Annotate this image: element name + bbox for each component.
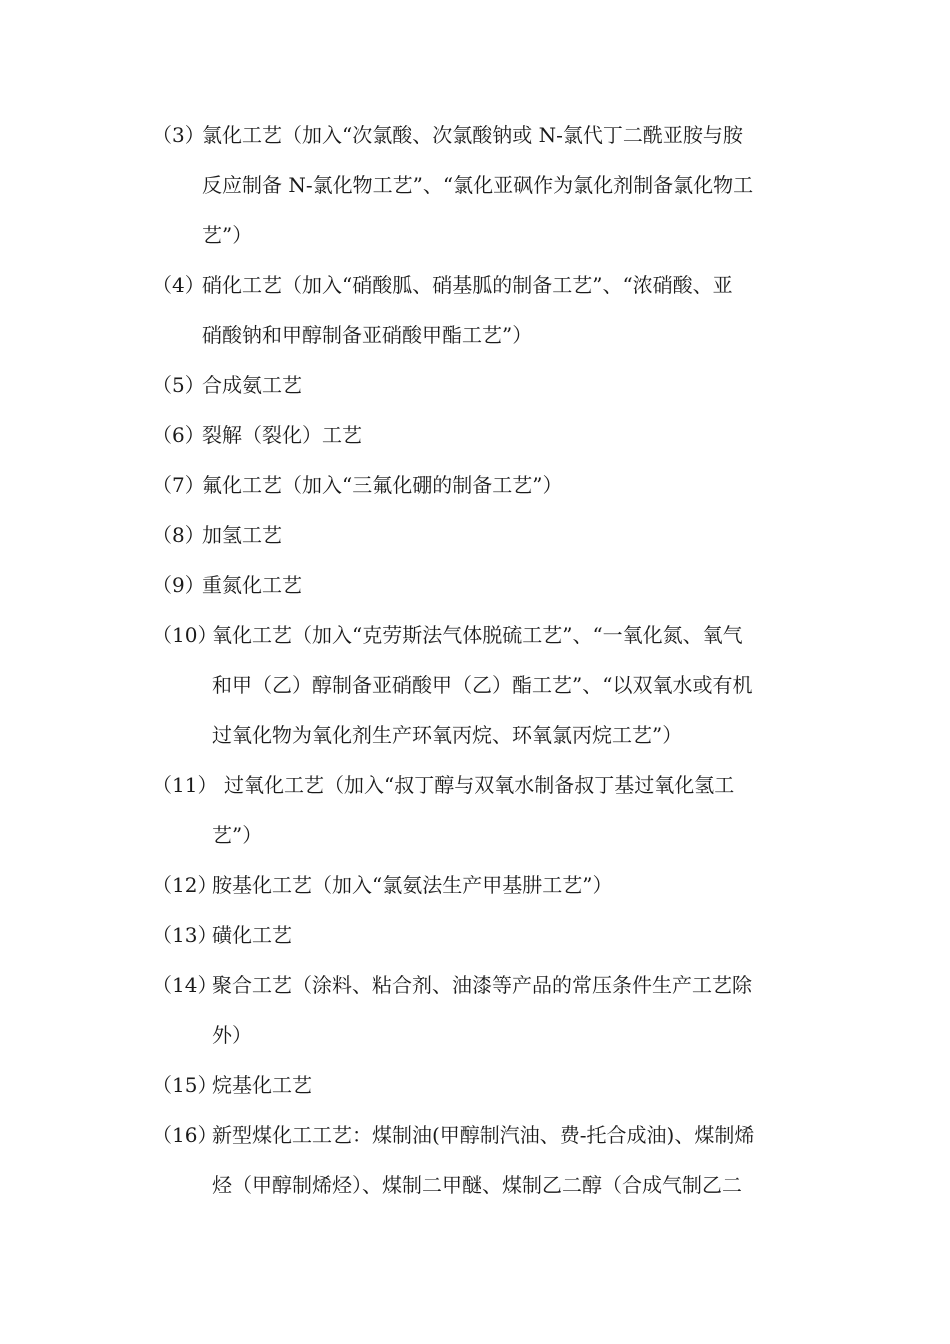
item-number: （12） bbox=[152, 873, 218, 897]
item-text bbox=[202, 360, 812, 410]
item-number: （10） bbox=[152, 623, 218, 647]
item-text bbox=[212, 960, 812, 1060]
list-item bbox=[152, 410, 812, 460]
item-text bbox=[212, 860, 812, 910]
list-item bbox=[152, 1110, 812, 1210]
item-text bbox=[212, 1110, 812, 1210]
list-item bbox=[152, 560, 812, 610]
item-number: （5） bbox=[152, 373, 205, 397]
item-number: （3） bbox=[152, 123, 205, 147]
list-item bbox=[152, 360, 812, 410]
text-line: 重氮化工艺 bbox=[202, 573, 302, 597]
text-line: 磺化工艺 bbox=[212, 923, 292, 947]
list-item bbox=[152, 760, 812, 860]
text-line: 艺”） bbox=[202, 223, 253, 247]
text-line: 硝化工艺（加入“硝酸胍、硝基胍的制备工艺”、“浓硝酸、亚 bbox=[202, 273, 733, 297]
item-text bbox=[212, 610, 812, 760]
text-line: 聚合工艺（涂料、粘合剂、油漆等产品的常压条件生产工艺除 bbox=[212, 973, 752, 997]
item-number: （8） bbox=[152, 523, 205, 547]
text-line: 烃（甲醇制烯烃）、煤制二甲醚、煤制乙二醇（合成气制乙二 bbox=[212, 1173, 742, 1197]
text-line: 合成氨工艺 bbox=[202, 373, 302, 397]
item-text bbox=[202, 510, 812, 560]
list-item bbox=[152, 260, 812, 360]
text-line: 氯化工艺（加入“次氯酸、次氯酸钠或 N-氯代丁二酰亚胺与胺 bbox=[202, 123, 743, 147]
item-number: （16） bbox=[152, 1123, 218, 1147]
item-number: （4） bbox=[152, 273, 205, 297]
text-line: 艺”） bbox=[212, 823, 263, 847]
list-item bbox=[152, 610, 812, 760]
item-number: （9） bbox=[152, 573, 205, 597]
item-text bbox=[212, 1060, 812, 1110]
item-text bbox=[212, 910, 812, 960]
item-text bbox=[202, 260, 812, 360]
item-text bbox=[202, 460, 812, 510]
text-line: 和甲（乙）醇制备亚硝酸甲（乙）酯工艺”、“以双氧水或有机 bbox=[212, 673, 753, 697]
list-item bbox=[152, 960, 812, 1060]
item-text bbox=[202, 110, 812, 260]
item-text bbox=[202, 410, 812, 460]
item-number: （13） bbox=[152, 923, 218, 947]
list-item bbox=[152, 910, 812, 960]
item-text bbox=[202, 560, 812, 610]
list-item bbox=[152, 110, 812, 260]
text-line: 氧化工艺（加入“克劳斯法气体脱硫工艺”、“一氧化氮、氧气 bbox=[212, 623, 743, 647]
text-line: 过氧化物为氧化剂生产环氧丙烷、环氧氯丙烷工艺”） bbox=[212, 723, 683, 747]
item-number: （11） bbox=[152, 773, 218, 797]
text-line: 氟化工艺（加入“三氟化硼的制备工艺”） bbox=[202, 473, 563, 497]
item-number: （15） bbox=[152, 1073, 218, 1097]
item-number: （7） bbox=[152, 473, 205, 497]
text-line: 新型煤化工工艺：煤制油(甲醇制汽油、费-托合成油)、煤制烯 bbox=[212, 1123, 755, 1147]
item-text bbox=[212, 760, 812, 860]
text-line: 烷基化工艺 bbox=[212, 1073, 312, 1097]
text-line: 裂解（裂化）工艺 bbox=[202, 423, 362, 447]
list-item bbox=[152, 510, 812, 560]
item-number: （6） bbox=[152, 423, 205, 447]
text-line: 加氢工艺 bbox=[202, 523, 282, 547]
list-item bbox=[152, 460, 812, 510]
list-item bbox=[152, 1060, 812, 1110]
text-line: 硝酸钠和甲醇制备亚硝酸甲酯工艺”） bbox=[202, 323, 533, 347]
text-line: 外） bbox=[212, 1023, 252, 1047]
item-number: （14） bbox=[152, 973, 218, 997]
text-line: 过氧化工艺（加入“叔丁醇与双氧水制备叔丁基过氧化氢工 bbox=[224, 773, 735, 797]
text-line: 胺基化工艺（加入“氯氨法生产甲基肼工艺”） bbox=[212, 873, 613, 897]
list-item bbox=[152, 860, 812, 910]
text-line: 反应制备 N-氯化物工艺”、“氯化亚砜作为氯化剂制备氯化物工 bbox=[202, 173, 754, 197]
